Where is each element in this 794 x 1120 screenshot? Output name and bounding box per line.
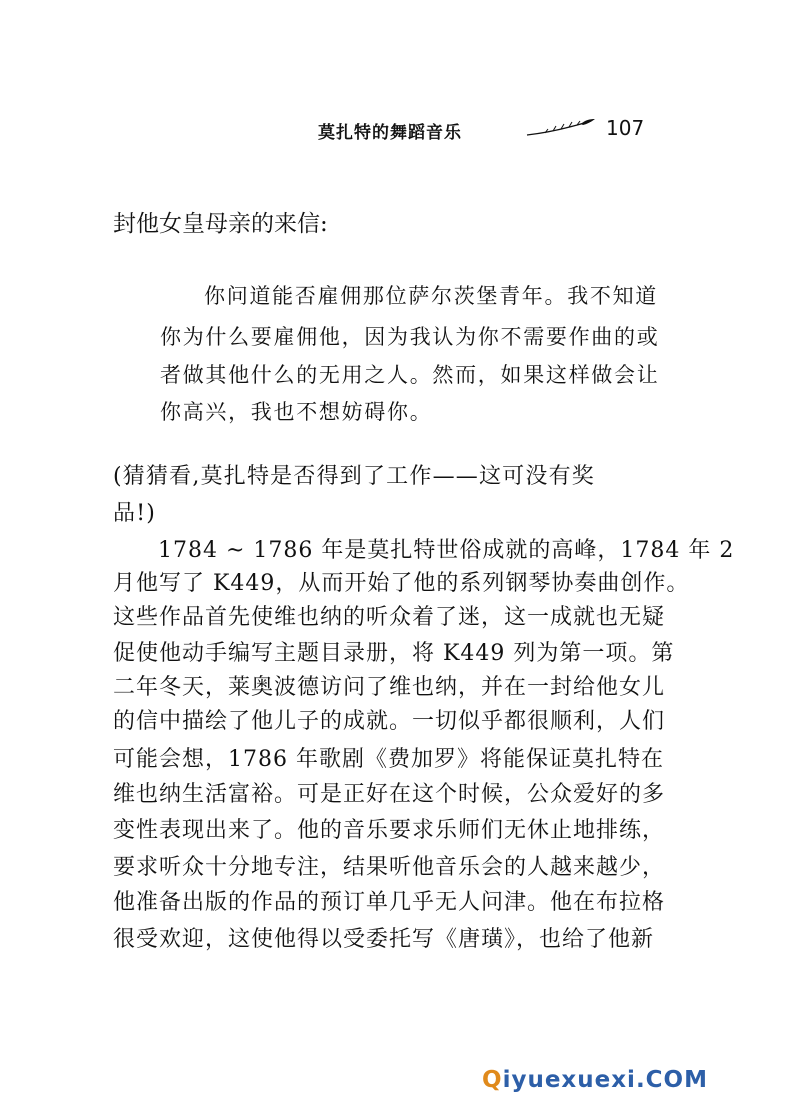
site-watermark [482, 1067, 708, 1093]
body-line: 维也纳生活富裕。可是正好在这个时候，公众爱好的多 [113, 782, 666, 807]
body-line: 二年冬天，莱奥波德访问了维也纳，并在一封给他女儿 [113, 675, 666, 700]
quote-line: 你为什么要雇佣他，因为我认为你不需要作曲的或 [160, 325, 660, 349]
body-line: 很受欢迎，这使他得以受委托写《唐璜》，也给了他新 [113, 927, 655, 952]
body-line: 他准备出版的作品的预订单几乎无人问津。他在布拉格 [113, 890, 666, 915]
body-line: 的信中描绘了他儿子的成就。一切似乎都很顺利，人们 [113, 709, 666, 734]
body-line: 促使他动手编写主题目录册，将 K449 列为第一项。第 [113, 641, 675, 666]
aside-line: (猜猜看,莫扎特是否得到了工作——这可没有奖 [113, 464, 595, 489]
page-number: 107 [606, 116, 645, 140]
body-line: 1784 ~ 1786 年是莫扎特世俗成就的高峰，1784 年 2 [158, 538, 735, 563]
running-header [318, 116, 648, 144]
aside-line: 品!) [113, 501, 157, 526]
quote-line: 你问道能否雇佣那位萨尔茨堡青年。我不知道 [204, 284, 658, 308]
body-line: 可能会想，1786 年歌剧《费加罗》将能保证莫扎特在 [113, 747, 664, 772]
quill-ornament-icon [523, 118, 598, 138]
quote-line: 你高兴，我也不想妨碍你。 [160, 400, 433, 424]
running-title: 莫扎特的舞蹈音乐 [318, 123, 462, 143]
quote-line: 者做其他什么的无用之人。然而，如果这样做会让 [160, 363, 660, 387]
intro-line: 封他女皇母亲的来信: [113, 211, 328, 237]
body-line: 要求听众十分地专注，结果听他音乐会的人越来越少， [113, 855, 666, 880]
watermark-initial: Q [482, 1067, 503, 1093]
body-line: 这些作品首先使维也纳的听众着了迷，这一成就也无疑 [113, 605, 666, 630]
body-line: 变性表现出来了。他的音乐要求乐师们无休止地排练， [113, 818, 666, 843]
body-line: 月他写了 K449，从而开始了他的系列钢琴协奏曲创作。 [113, 571, 690, 596]
watermark-rest: iyuexuexi.COM [502, 1067, 708, 1093]
